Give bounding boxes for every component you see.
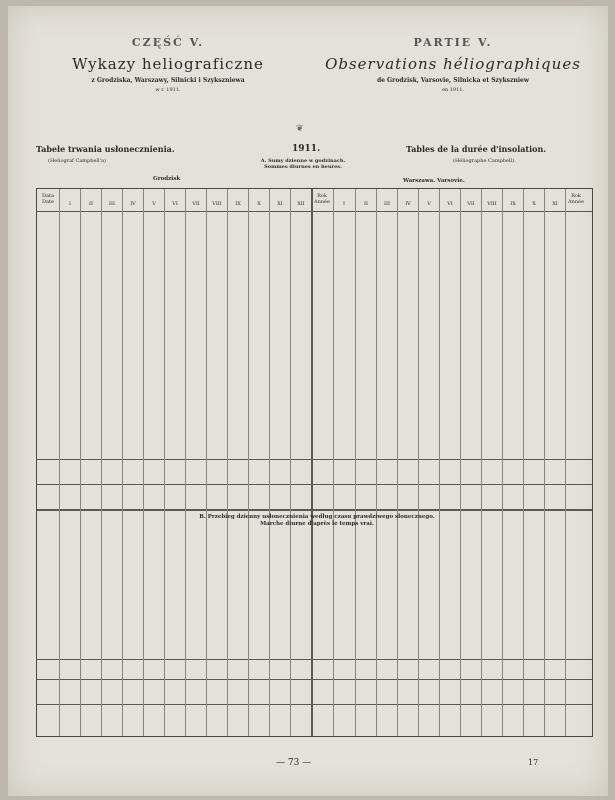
- section-a-pl: A. Sumy dzienne w godzinach.: [260, 158, 346, 164]
- station-right: Warszawa. Varsovie.: [403, 178, 465, 184]
- page-number-right: 17: [528, 758, 539, 767]
- instrument-pl: (Heliograf Campbell'a): [48, 158, 106, 164]
- col-r1: I: [343, 201, 345, 207]
- part-label-fr: PARTIE V.: [413, 36, 493, 49]
- col-6: VI: [172, 201, 178, 207]
- title-fr: Observations héliographiques: [325, 55, 581, 73]
- data-table: [36, 188, 593, 737]
- year-fr: en 1911.: [441, 87, 465, 93]
- header-left: [38, 36, 298, 93]
- page-number: — 73 —: [276, 758, 312, 768]
- section-b-heading: [187, 514, 447, 528]
- section-b-fr: Marche diurne d'après le temps vrai.: [260, 521, 374, 527]
- year-pl: w r. 1911.: [155, 87, 181, 93]
- ornament-icon: ❦: [296, 124, 304, 134]
- col-r3: III: [384, 201, 390, 207]
- section-b-pl: B. Przebieg dzienny usłonecznienia według czasu prawdziwego słonecznego.: [199, 514, 435, 520]
- col-1: I: [69, 201, 71, 207]
- instrument-fr: (Héliographe Campbell).: [453, 158, 516, 164]
- document-page: [8, 6, 608, 796]
- station-left: Grodzisk: [153, 176, 181, 182]
- col-12: XII: [297, 201, 305, 207]
- col-year-right: Rok Année: [568, 193, 584, 205]
- col-4: IV: [130, 201, 136, 207]
- col-r5: V: [427, 201, 431, 207]
- subtitle-fr: de Grodzisk, Varsovie, Silnicka et Szykszniew: [376, 77, 530, 84]
- col-11: XI: [277, 201, 283, 207]
- part-label-pl: CZĘŚĆ V.: [131, 36, 205, 49]
- col-year-left: Rok Année: [314, 193, 330, 205]
- section-a-fr: Sommes diurnes en heures.: [264, 164, 342, 170]
- header-right: [313, 36, 593, 93]
- table-title-fr: Tables de la durée d'insolation.: [406, 144, 547, 154]
- col-r4: IV: [405, 201, 411, 207]
- col-2: II: [89, 201, 93, 207]
- col-r2: II: [364, 201, 368, 207]
- col-10: X: [257, 201, 261, 207]
- col-3: III: [109, 201, 115, 207]
- col-r6: VI: [447, 201, 453, 207]
- col-r11: XI: [552, 201, 558, 207]
- col-r9: IX: [510, 201, 516, 207]
- table-title-pl: Tabele trwania usłonecznienia.: [36, 144, 175, 154]
- section-a-heading: [228, 158, 378, 170]
- col-7: VII: [192, 201, 200, 207]
- col-date: Data Date: [42, 193, 54, 205]
- col-r8: VIII: [487, 201, 497, 207]
- title-pl: Wykazy heliograficzne: [72, 55, 264, 73]
- col-r10: X: [532, 201, 536, 207]
- subtitle-pl: z Grodziska, Warszawy, Silnicki i Szykszniewa: [91, 77, 245, 84]
- col-5: V: [152, 201, 156, 207]
- col-r7: VII: [467, 201, 475, 207]
- col-8: VIII: [212, 201, 222, 207]
- col-9: IX: [235, 201, 241, 207]
- table-year: 1911.: [292, 144, 321, 154]
